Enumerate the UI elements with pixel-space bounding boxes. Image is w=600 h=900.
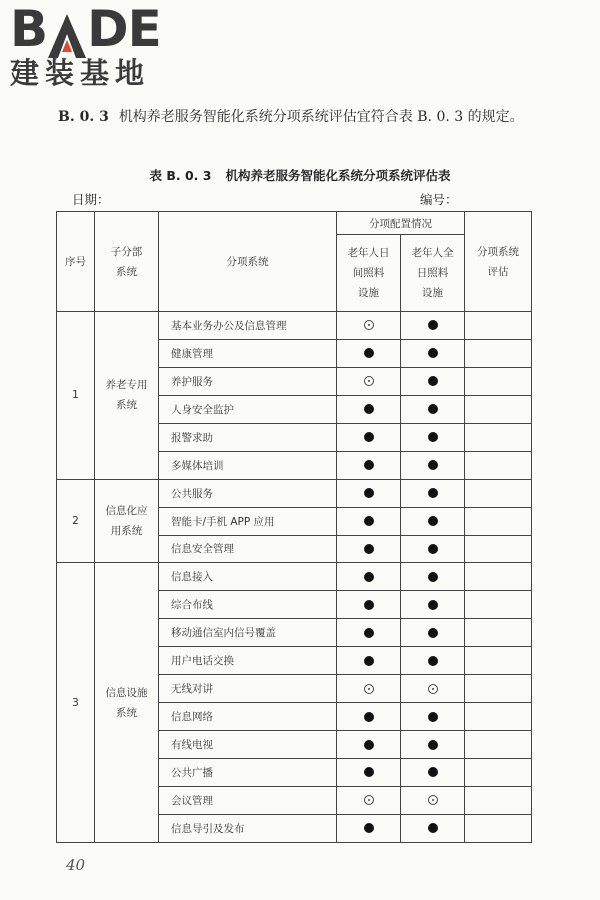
header-full-care (401, 235, 465, 312)
required-dot-icon (428, 823, 438, 833)
required-dot-icon (364, 544, 374, 554)
header-subsystem-line: 系统 (116, 265, 137, 278)
code-label: 编号： (420, 192, 458, 207)
clause-text: 机构养老服务智能化系统分项系统评估宜符合表 B. 0. 3 的规定。 (118, 109, 524, 125)
required-dot-icon (428, 460, 438, 470)
required-dot-icon (364, 516, 374, 526)
table-row (57, 312, 532, 340)
required-dot-icon (428, 488, 438, 498)
group-subsystem (95, 479, 159, 563)
group-subsystem (95, 563, 159, 842)
header-subsystem-line: 子分部 (110, 245, 143, 258)
header-eval-line: 评估 (487, 265, 509, 278)
eval-cell[interactable] (465, 731, 532, 759)
full-care-cell (401, 312, 465, 340)
item-name: 会议管理 (159, 786, 337, 814)
full-care-cell (401, 563, 465, 591)
group-seq: 2 (57, 479, 95, 563)
day-care-cell (337, 479, 401, 507)
date-label: 日期： (72, 192, 110, 207)
item-name: 信息网络 (159, 703, 337, 731)
day-care-cell (337, 675, 401, 703)
required-dot-icon (428, 572, 438, 582)
eval-cell[interactable] (465, 619, 532, 647)
required-dot-icon (428, 544, 438, 554)
full-care-cell (401, 339, 465, 367)
group-subsystem-line: 信息化应 (105, 505, 148, 518)
item-name: 无线对讲 (159, 675, 337, 703)
full-care-cell (401, 423, 465, 451)
full-care-cell (401, 619, 465, 647)
group-subsystem-line: 信息设施 (105, 686, 148, 699)
eval-cell[interactable] (465, 423, 532, 451)
required-dot-icon (428, 348, 438, 358)
eval-cell[interactable] (465, 507, 532, 535)
full-care-cell (401, 647, 465, 675)
required-dot-icon (364, 572, 374, 582)
day-care-cell (337, 619, 401, 647)
optional-circle-icon (428, 795, 438, 805)
full-care-cell (401, 786, 465, 814)
item-name: 综合布线 (159, 591, 337, 619)
group-subsystem-line: 系统 (116, 399, 137, 412)
table-body (57, 312, 532, 843)
header-day-care (337, 235, 401, 312)
eval-cell[interactable] (465, 786, 532, 814)
item-name: 养护服务 (159, 367, 337, 395)
day-care-cell (337, 731, 401, 759)
item-name: 报警求助 (159, 423, 337, 451)
optional-circle-icon (364, 795, 374, 805)
required-dot-icon (364, 656, 374, 666)
header-day-line: 老年人日 (347, 247, 390, 259)
eval-cell[interactable] (465, 535, 532, 563)
day-care-cell (337, 339, 401, 367)
item-name: 人身安全监护 (159, 395, 337, 423)
day-care-cell (337, 312, 401, 340)
full-care-cell (401, 759, 465, 787)
full-care-cell (401, 479, 465, 507)
eval-cell[interactable] (465, 479, 532, 507)
required-dot-icon (364, 460, 374, 470)
logo-chinese: 建装基地 (10, 56, 151, 90)
required-dot-icon (428, 656, 438, 666)
day-care-cell (337, 535, 401, 563)
page-number: 40 (66, 856, 86, 874)
table-caption (0, 166, 600, 184)
required-dot-icon (428, 740, 438, 750)
full-care-cell (401, 814, 465, 842)
table-title: 机构养老服务智能化系统分项系统评估表 (225, 168, 451, 183)
full-care-cell (401, 395, 465, 423)
optional-circle-icon (428, 684, 438, 694)
eval-cell[interactable] (465, 339, 532, 367)
eval-cell[interactable] (465, 647, 532, 675)
required-dot-icon (428, 628, 438, 638)
required-dot-icon (428, 516, 438, 526)
header-eval (465, 212, 532, 312)
optional-circle-icon (364, 376, 374, 386)
header-full-line: 老年人全 (411, 247, 454, 259)
eval-cell[interactable] (465, 675, 532, 703)
evaluation-table (56, 211, 532, 843)
required-dot-icon (364, 404, 374, 414)
eval-cell[interactable] (465, 312, 532, 340)
full-care-cell (401, 703, 465, 731)
eval-cell[interactable] (465, 451, 532, 479)
day-care-cell (337, 591, 401, 619)
clause-number: B. 0. 3 (58, 109, 109, 125)
eval-cell[interactable] (465, 591, 532, 619)
item-name: 基本业务办公及信息管理 (159, 312, 337, 340)
required-dot-icon (428, 404, 438, 414)
group-subsystem-line: 系统 (116, 706, 137, 719)
header-seq: 序号 (57, 212, 95, 312)
eval-cell[interactable] (465, 814, 532, 842)
required-dot-icon (364, 767, 374, 777)
logo-word-right: DE (87, 0, 161, 58)
header-eval-line: 分项系统 (477, 245, 519, 258)
day-care-cell (337, 814, 401, 842)
required-dot-icon (428, 376, 438, 386)
required-dot-icon (428, 600, 438, 610)
logo-word-left: B (10, 0, 48, 58)
day-care-cell (337, 507, 401, 535)
logo-a-icon (48, 10, 86, 54)
required-dot-icon (364, 823, 374, 833)
header-day-line: 间照料 (352, 267, 385, 279)
day-care-cell (337, 451, 401, 479)
eval-cell[interactable] (465, 563, 532, 591)
item-name: 信息接入 (159, 563, 337, 591)
header-subsystem (95, 212, 159, 312)
item-name: 信息导引及发布 (159, 814, 337, 842)
required-dot-icon (364, 740, 374, 750)
required-dot-icon (364, 628, 374, 638)
table-row (57, 563, 532, 591)
day-care-cell (337, 786, 401, 814)
group-seq: 3 (57, 563, 95, 842)
header-full-line: 日照料 (416, 267, 449, 279)
required-dot-icon (428, 712, 438, 722)
header-item: 分项系统 (159, 212, 337, 312)
full-care-cell (401, 507, 465, 535)
item-name: 智能卡/手机 APP 应用 (159, 507, 337, 535)
required-dot-icon (428, 767, 438, 777)
table-header (57, 212, 532, 312)
day-care-cell (337, 367, 401, 395)
required-dot-icon (428, 432, 438, 442)
item-name: 信息安全管理 (159, 535, 337, 563)
full-care-cell (401, 731, 465, 759)
item-name: 多媒体培训 (159, 451, 337, 479)
required-dot-icon (364, 600, 374, 610)
group-seq: 1 (57, 312, 95, 480)
group-subsystem-line: 用系统 (110, 525, 143, 538)
item-name: 有线电视 (159, 731, 337, 759)
day-care-cell (337, 703, 401, 731)
eval-cell[interactable] (465, 395, 532, 423)
group-subsystem (95, 312, 159, 480)
required-dot-icon (364, 488, 374, 498)
required-dot-icon (364, 348, 374, 358)
header-full-line: 设施 (422, 287, 443, 299)
full-care-cell (401, 675, 465, 703)
logo-wordmark (10, 0, 180, 58)
day-care-cell (337, 759, 401, 787)
required-dot-icon (428, 320, 438, 330)
full-care-cell (401, 591, 465, 619)
day-care-cell (337, 395, 401, 423)
item-name: 公共广播 (159, 759, 337, 787)
item-name: 移动通信室内信号覆盖 (159, 619, 337, 647)
day-care-cell (337, 563, 401, 591)
required-dot-icon (364, 432, 374, 442)
eval-cell[interactable] (465, 759, 532, 787)
item-name: 健康管理 (159, 339, 337, 367)
full-care-cell (401, 451, 465, 479)
group-subsystem-line: 养老专用 (105, 379, 148, 392)
logo (10, 0, 180, 90)
day-care-cell (337, 647, 401, 675)
intro-paragraph (58, 104, 528, 130)
eval-cell[interactable] (465, 703, 532, 731)
full-care-cell (401, 367, 465, 395)
optional-circle-icon (364, 684, 374, 694)
optional-circle-icon (364, 320, 374, 330)
day-care-cell (337, 423, 401, 451)
eval-cell[interactable] (465, 367, 532, 395)
header-day-line: 设施 (358, 287, 379, 299)
header-config: 分项配置情况 (337, 212, 465, 235)
full-care-cell (401, 535, 465, 563)
item-name: 用户电话交换 (159, 647, 337, 675)
required-dot-icon (364, 712, 374, 722)
table-number: 表 B. 0. 3 (149, 168, 212, 183)
item-name: 公共服务 (159, 479, 337, 507)
table-row (57, 479, 532, 507)
